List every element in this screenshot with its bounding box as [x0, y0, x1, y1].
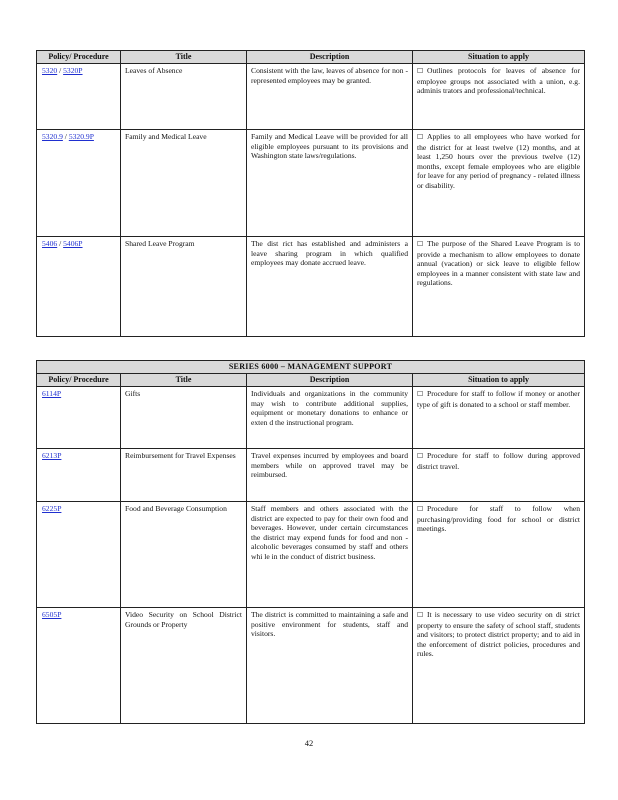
policy-description: Travel expenses incurred by employees and board members while on approved travel may be reimbursed. — [247, 449, 413, 502]
table-row — [37, 130, 585, 237]
square-bullet-icon: ☐ — [417, 505, 424, 513]
situation-text: Procedure for staff to follow when purchasing/providing food for school or district meetings. — [417, 504, 581, 534]
procedure-link[interactable]: 5406P — [63, 239, 83, 248]
situation-text: Applies to all employees who have worked for the district for at least twelve (12) months, and at least 1,250 hours over the previous twelve (12) months, except female employees who are eligible for leave for any period of pregnancy - related illness or disability. — [417, 132, 580, 190]
header-title: Title — [121, 374, 247, 387]
policy-situation — [413, 387, 585, 449]
procedure-link[interactable]: 6114P — [42, 389, 62, 398]
policy-situation — [413, 608, 585, 724]
policy-description: The dist rict has established and administers a leave sharing program in which qualified employees may donate accrued leave. — [247, 237, 413, 337]
procedure-link[interactable]: 6225P — [42, 504, 62, 513]
table-row — [37, 502, 585, 608]
policy-code-cell — [37, 502, 121, 608]
policy-title: Leaves of Absence — [121, 64, 247, 130]
situation-text: Procedure for staff to follow during approved district travel. — [417, 451, 581, 471]
page-number: 42 — [304, 738, 314, 748]
procedure-link[interactable]: 5320.9P — [68, 132, 94, 141]
policy-situation — [413, 502, 585, 608]
policy-situation — [413, 130, 585, 237]
policy-situation — [413, 64, 585, 130]
square-bullet-icon: ☐ — [417, 67, 424, 75]
table-header-row — [37, 51, 585, 64]
table-row — [37, 387, 585, 449]
header-situation: Situation to apply — [413, 51, 585, 64]
policy-description: Individuals and organizations in the community may wish to contribute additional supplies, equipment or monetary donations to enhance or exten d the instructional program. — [247, 387, 413, 449]
policy-description: Family and Medical Leave will be provided for all eligible employees pursuant to its provisions and Washington state laws/regulations. — [247, 130, 413, 237]
table-row — [37, 64, 585, 130]
policy-title: Family and Medical Leave — [121, 130, 247, 237]
situation-text: Procedure for staff to follow if money or another type of gift is donated to a school or staff member. — [417, 389, 581, 409]
policy-situation — [413, 449, 585, 502]
procedure-link[interactable]: 5320P — [63, 66, 83, 75]
policy-code-cell — [37, 387, 121, 449]
table-header-row — [37, 374, 585, 387]
header-policy-procedure: Policy/ Procedure — [37, 374, 121, 387]
procedure-link[interactable]: 6505P — [42, 610, 62, 619]
header-description: Description — [247, 374, 413, 387]
table-row — [37, 608, 585, 724]
policy-title: Food and Beverage Consumption — [121, 502, 247, 608]
policy-code-cell: 5320 / 5320P — [37, 64, 121, 130]
policy-link[interactable]: 5320.9 — [42, 132, 63, 141]
policy-code-cell: 5320.9 / 5320.9P — [37, 130, 121, 237]
policy-title: Gifts — [121, 387, 247, 449]
table-row — [37, 449, 585, 502]
policy-code-cell — [37, 608, 121, 724]
situation-text: The purpose of the Shared Leave Program is to provide a mechanism to allow employees to donate annual (vacation) or sick leave to eligible fellow employees in a manner consistent with state law and regulations. — [417, 239, 580, 288]
situation-text: Outlines protocols for leaves of absence for employee groups not associated with a union, e.g. adminis trators and professional/technical. — [417, 66, 580, 96]
policy-title: Video Security on School District Grounds or Property — [121, 608, 247, 724]
square-bullet-icon: ☐ — [417, 133, 424, 141]
policy-code-cell: 5406 / 5406P — [37, 237, 121, 337]
policy-title: Reimbursement for Travel Expenses — [121, 449, 247, 502]
situation-text: It is necessary to use video security on di strict property to ensure the safety of school staff, students and visitors; to protect district property; and to aid in the enforcement of district policies, procedures and rules. — [417, 610, 581, 659]
policy-description: Consistent with the law, leaves of absence for non - represented employees may be granted. — [247, 64, 413, 130]
square-bullet-icon: ☐ — [417, 390, 424, 398]
square-bullet-icon: ☐ — [417, 452, 424, 460]
policy-situation — [413, 237, 585, 337]
square-bullet-icon: ☐ — [417, 240, 424, 248]
policy-link[interactable]: 5320 — [42, 66, 58, 75]
policy-code-cell — [37, 449, 121, 502]
policy-table-management-support — [36, 360, 585, 724]
table-row — [37, 237, 585, 337]
header-description: Description — [247, 51, 413, 64]
policy-description: Staff members and others associated with the district are expected to pay for their own food and beverages. However, under certain circumstances the district may expend funds for food and non - alcoholic beverages consumed by staff and others whi le in the conduct of district business. — [247, 502, 413, 608]
policy-description: The district is committed to maintaining a safe and positive environment for students, staff and visitors. — [247, 608, 413, 724]
square-bullet-icon: ☐ — [417, 611, 424, 619]
policy-table-leave — [36, 50, 585, 337]
series-header-row — [37, 361, 585, 374]
series-title: SERIES 6000 – MANAGEMENT SUPPORT — [37, 361, 585, 374]
policy-title: Shared Leave Program — [121, 237, 247, 337]
policy-link[interactable]: 5406 — [42, 239, 58, 248]
header-title: Title — [121, 51, 247, 64]
procedure-link[interactable]: 6213P — [42, 451, 62, 460]
header-policy-procedure: Policy/ Procedure — [37, 51, 121, 64]
header-situation: Situation to apply — [413, 374, 585, 387]
